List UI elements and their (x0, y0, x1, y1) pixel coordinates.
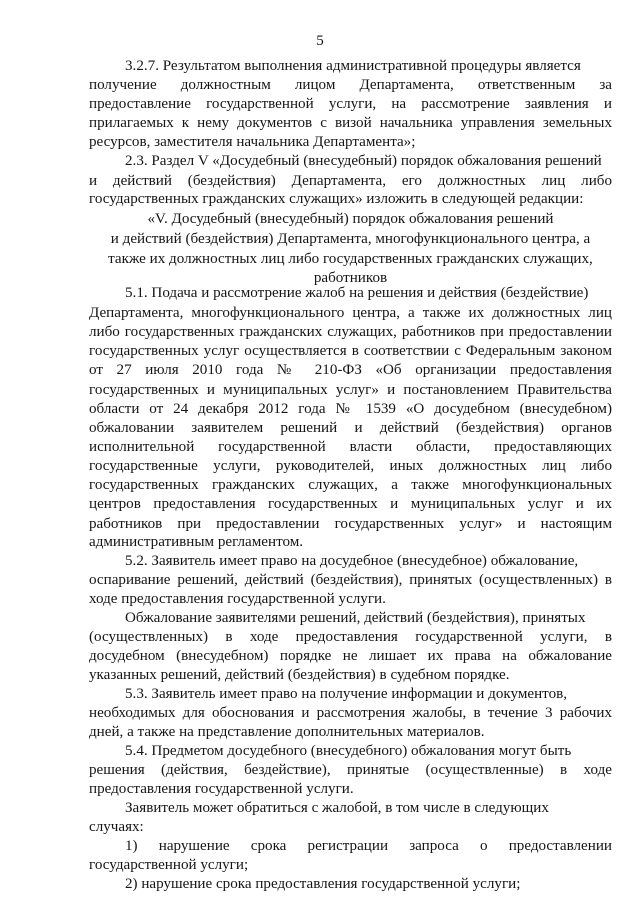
text-line: ходе предоставления государственной услуги. (89, 591, 386, 607)
text-line: ресурсов, заместителя начальника Департамента»; (89, 134, 416, 150)
heading-line: «V. Досудебный (внесудебный) порядок обжалования решений (147, 211, 554, 227)
text-line: государственных услуг осуществляется в соответствии с Федеральным законом (89, 343, 612, 359)
text-line: исполнительной государственной власти области, предоставляющих (89, 439, 612, 455)
text-line: дней, а также на представление дополнительных материалов. (89, 724, 485, 740)
text-line: случаях: (89, 819, 144, 835)
text-line: решения (действия, бездействие), принятые (осуществленные) в ходе (89, 762, 612, 778)
text-line: 5.2. Заявитель имеет право на досудебное (внесудебное) обжалование, (125, 553, 579, 569)
text-line: государственных гражданских служащих, а также многофункциональных (89, 477, 612, 493)
text-line: оспаривание решений, действий (бездействия), принятых (осуществленных) в (89, 572, 612, 588)
text-line: необходимых для обоснования и рассмотрения жалобы, в течение 3 рабочих (89, 705, 612, 721)
text-line: предоставления государственной услуги. (89, 781, 354, 797)
text-line: досудебном (внесудебном) порядке не лишает их права на обжалование (89, 648, 612, 664)
text-line: работников при предоставлении государственных услуг» и настоящим (89, 516, 612, 532)
text-line: от 27 июля 2010 года № 210-ФЗ «Об организации предоставления (89, 362, 612, 378)
text-line: государственные услуги, руководителей, иных должностных лиц либо (89, 458, 612, 474)
text-line: предоставление государственной услуги, на рассмотрение заявления и (89, 96, 612, 112)
text-line: и действий (бездействия) Департамента, его должностных лиц либо (89, 173, 612, 189)
text-line: получение должностным лицом Департамента, ответственным за (89, 77, 612, 93)
heading-line: работников (313, 270, 388, 286)
heading-line: также их должностных лиц либо государственных гражданских служащих, (108, 251, 593, 267)
text-line: административным регламентом. (89, 534, 304, 550)
text-line: государственных и муниципальных услуг» и постановлением Правительства (89, 382, 612, 398)
text-line: 1) нарушение срока регистрации запроса о предоставлении (125, 838, 612, 854)
text-line: 3.2.7. Результатом выполнения административной процедуры является (125, 58, 581, 74)
text-line: 5.4. Предметом досудебного (внесудебного) обжалования могут быть (125, 743, 572, 759)
text-line: государственной услуги; (89, 857, 249, 873)
text-line: 5.3. Заявитель имеет право на получение информации и документов, (125, 686, 568, 702)
text-line: Департамента, многофункционального центра, а также их должностных лиц (89, 305, 612, 321)
page-number: 5 (316, 33, 324, 49)
text-line: прилагаемых к нему документов с визой начальника управления земельных (89, 115, 612, 131)
text-line: 5.1. Подача и рассмотрение жалоб на решения и действия (бездействие) (125, 285, 589, 301)
text-line: обжаловании заявителем решений и действий (бездействия) органов (89, 420, 612, 436)
text-line: государственных гражданских служащих» изложить в следующей редакции: (89, 191, 584, 207)
text-line: Заявитель может обратиться с жалобой, в том числе в следующих (125, 800, 549, 816)
text-line: (осуществленных) в ходе предоставления государственной услуги, в (89, 629, 612, 645)
text-line: области от 24 декабря 2012 года № 1539 «О досудебном (внесудебном) (89, 401, 612, 417)
text-line: либо государственных гражданских служащих, работников при предоставлении (89, 324, 612, 340)
heading-line: и действий (бездействия) Департамента, многофункционального центра, а (110, 231, 591, 247)
text-line: указанных решений, действий (бездействия) в судебном порядке. (89, 667, 510, 683)
text-line: центров предоставления государственных и муниципальных услуг и их (89, 496, 612, 512)
text-line: 2) нарушение срока предоставления государственной услуги; (125, 876, 521, 892)
text-line: Обжалование заявителями решений, действий (бездействия), принятых (125, 610, 586, 626)
text-line: 2.3. Раздел V «Досудебный (внесудебный) порядок обжалования решений (125, 153, 602, 169)
